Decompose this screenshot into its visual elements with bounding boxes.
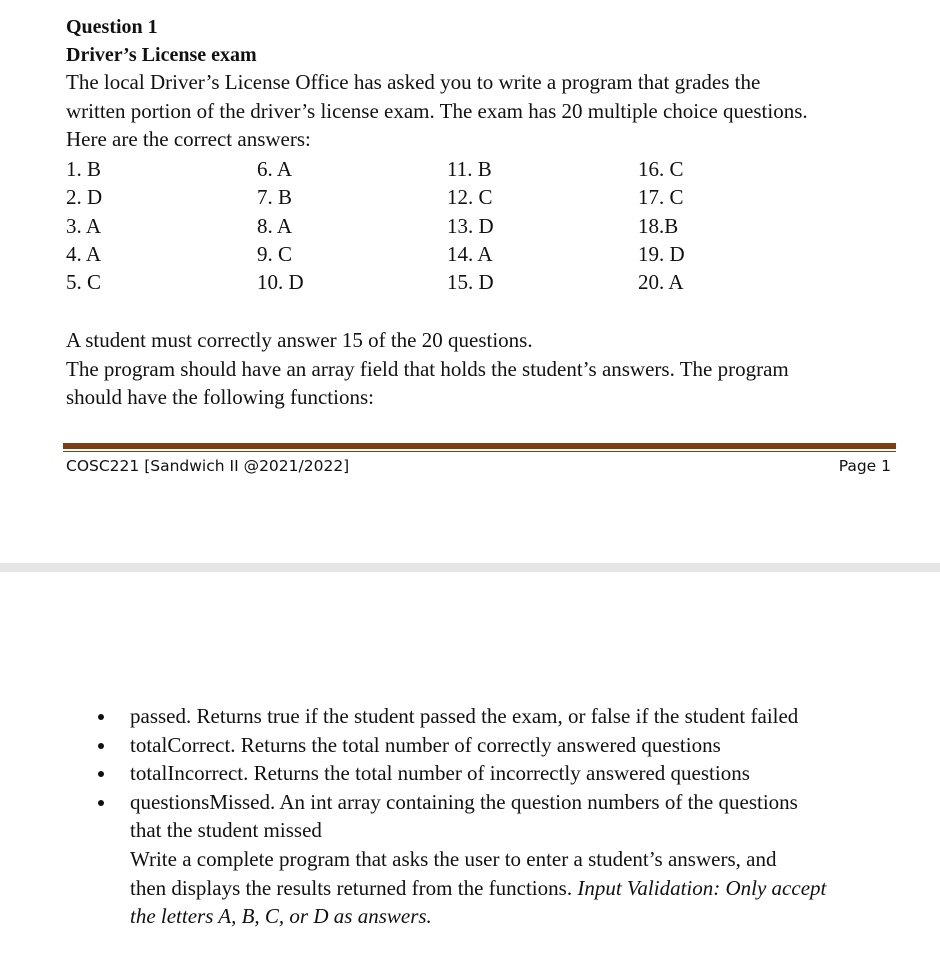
- answer-key-item: 14. A: [447, 241, 493, 266]
- task-line: Write a complete program that asks the user to enter a student’s answers, and: [130, 846, 777, 871]
- answer-key-item: 2. D: [66, 185, 103, 210]
- answer-key-item: 13. D: [447, 213, 494, 238]
- bullet-icon: [98, 743, 104, 749]
- answer-key-item: 1. B: [66, 157, 102, 181]
- requirements-line: The program should have an array field that holds the student’s answers. The program: [66, 356, 789, 381]
- requirements-line: A student must correctly answer 15 of the 20 questions.: [66, 328, 533, 352]
- answer-key-item: 19. D: [638, 241, 685, 266]
- bullet-icon: [98, 800, 104, 806]
- function-description: totalIncorrect. Returns the total number of incorrectly answered questions: [130, 761, 750, 786]
- function-list: [0, 702, 940, 931]
- input-validation-note-continued: the letters A, B, C, or D as answers.: [130, 904, 432, 929]
- answer-key-column: [447, 155, 494, 296]
- answer-key-item: 6. A: [257, 157, 293, 181]
- answer-key-item: 16. C: [638, 157, 684, 181]
- task-text: then displays the results returned from the functions.: [130, 875, 578, 900]
- intro-line: Here are the correct answers:: [66, 127, 311, 151]
- page-separator: [0, 563, 940, 572]
- answer-key-item: 18.B: [638, 213, 679, 238]
- requirements-line: should have the following functions:: [66, 385, 374, 410]
- answer-key-item: 5. C: [66, 270, 102, 295]
- intro-line: written portion of the driver’s license exam. The exam has 20 multiple choice questions.: [66, 98, 808, 123]
- task-line: [130, 874, 910, 903]
- input-validation-note: Input Validation: Only accept: [577, 875, 827, 900]
- task-paragraph: [0, 845, 910, 931]
- answer-key-item: 20. A: [638, 270, 684, 295]
- answer-key-column: [257, 155, 304, 296]
- answer-key-item: 10. D: [257, 270, 304, 295]
- footer-page-number: Page 1: [838, 457, 891, 475]
- answer-key-item: 11. B: [447, 157, 492, 181]
- requirements-paragraph: [66, 326, 906, 412]
- answer-key-item: 8. A: [257, 213, 293, 238]
- function-list-item: [0, 759, 910, 788]
- answer-key-item: 9. C: [257, 241, 293, 266]
- function-list-item: [0, 702, 910, 731]
- function-description: questionsMissed. An int array containing the question numbers of the questions: [130, 789, 798, 814]
- answer-key-item: 3. A: [66, 213, 102, 238]
- answer-key-column: [66, 155, 102, 296]
- function-description: totalCorrect. Returns the total number of correctly answered questions: [130, 732, 721, 757]
- answer-key-column: [638, 155, 685, 296]
- bullet-icon: [98, 771, 104, 777]
- function-description-continued: that the student missed: [130, 818, 322, 843]
- footer-divider-thin: [63, 451, 896, 452]
- bullet-icon: [98, 714, 104, 720]
- answer-key-item: 15. D: [447, 270, 494, 295]
- answer-key-item: 7. B: [257, 185, 293, 210]
- function-list-item: [0, 731, 910, 760]
- answer-key-item: 17. C: [638, 185, 684, 210]
- answer-key-item: 12. C: [447, 185, 493, 210]
- footer-course-label: COSC221 [Sandwich II @2021/2022]: [66, 457, 350, 475]
- intro-line: The local Driver’s License Office has asked you to write a program that grades the: [66, 70, 761, 94]
- answer-key-item: 4. A: [66, 241, 102, 266]
- document-page-2: [0, 572, 940, 973]
- question-subtitle: Driver’s License exam: [66, 44, 257, 66]
- function-description: passed. Returns true if the student passed the exam, or false if the student failed: [130, 704, 799, 728]
- function-list-item: [0, 788, 910, 845]
- intro-paragraph: [66, 68, 906, 154]
- footer-divider: [63, 443, 896, 449]
- question-title: Question 1: [66, 16, 158, 38]
